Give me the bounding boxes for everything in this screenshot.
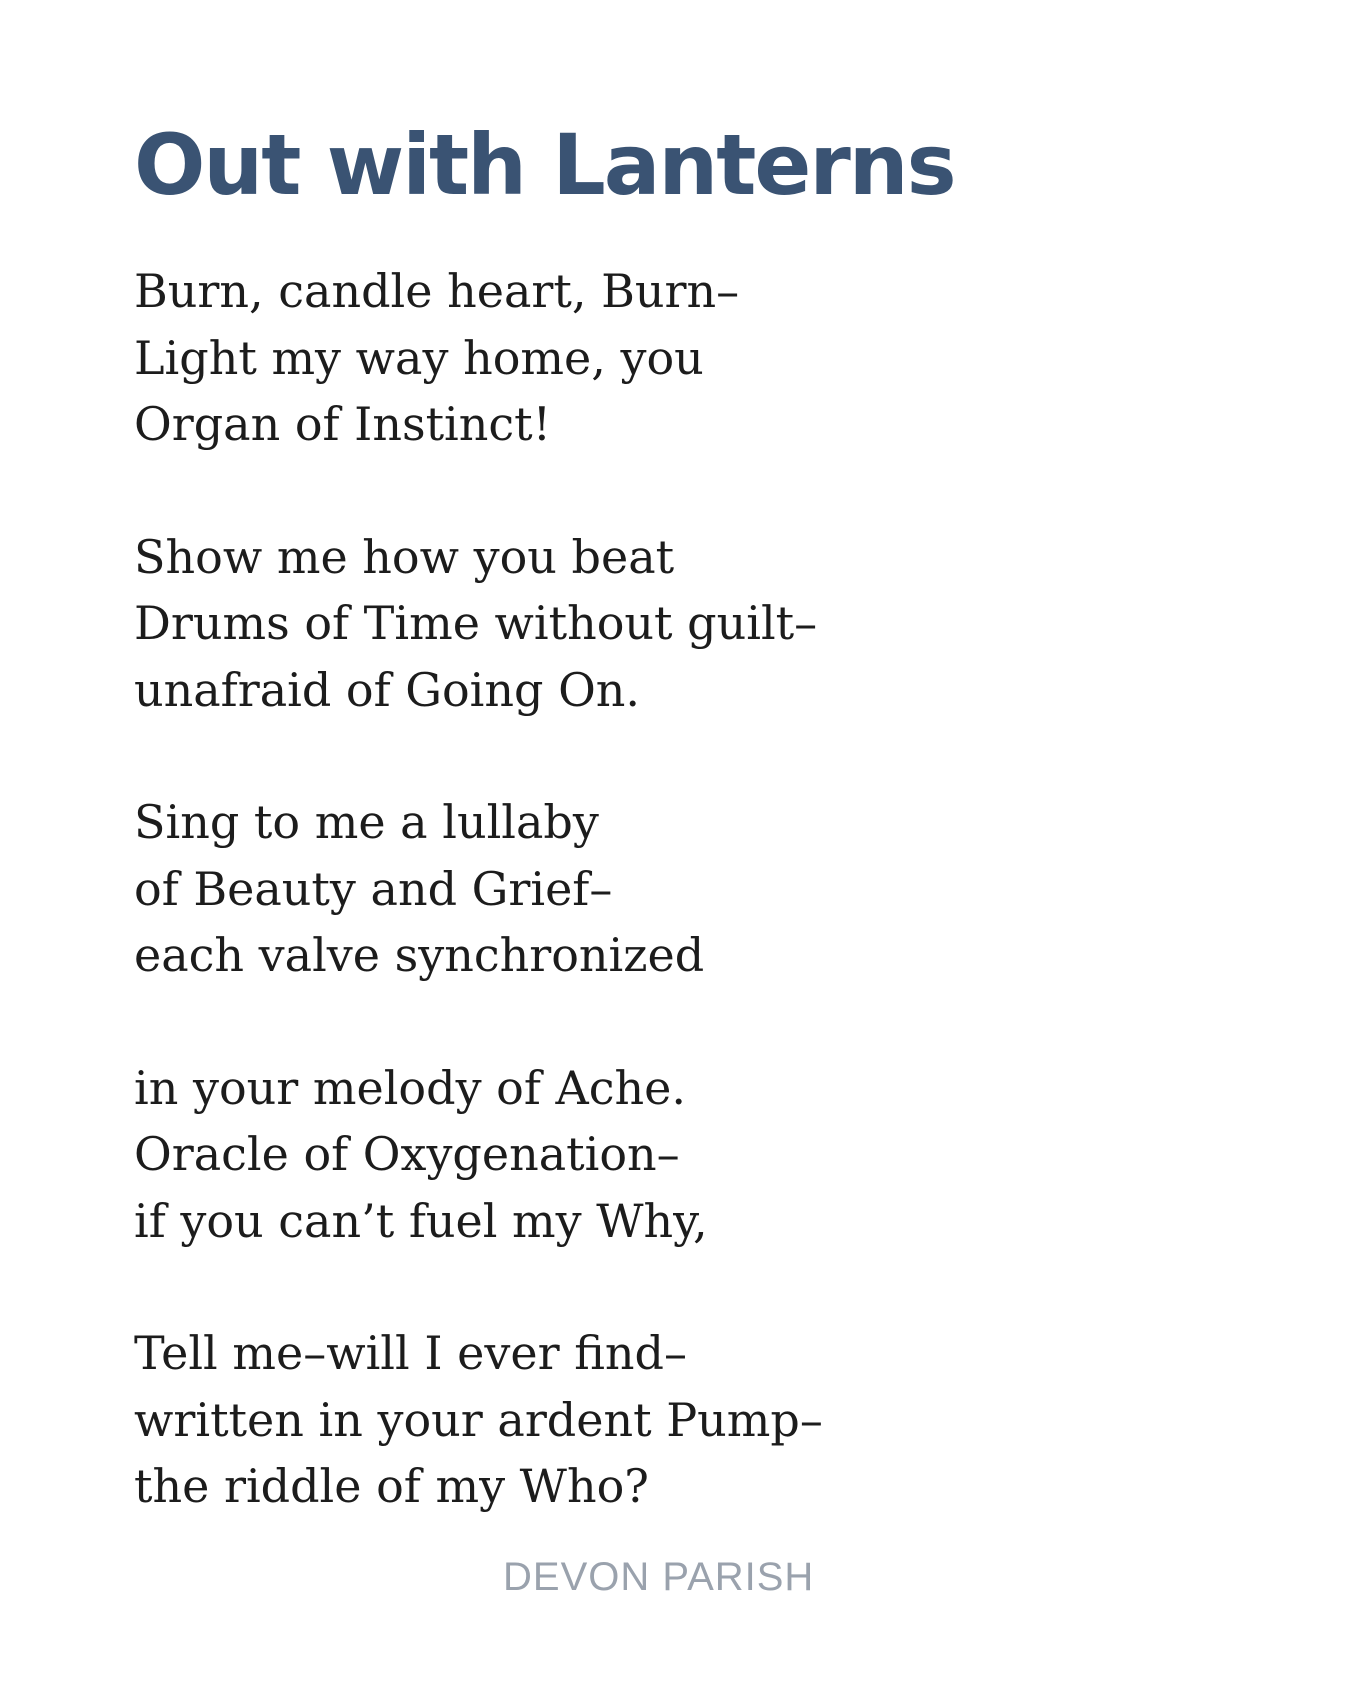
stanza-3 <box>134 789 1234 989</box>
poem-line: of Beauty and Grief– <box>134 861 613 916</box>
stanza-2 <box>134 524 1234 724</box>
poem-line: Sing to me a lullaby <box>134 795 599 849</box>
stanza-1 <box>134 258 1234 458</box>
poem-line: written in your ardent Pump– <box>134 1392 823 1447</box>
stanza-5 <box>134 1320 1234 1520</box>
stanza-4 <box>134 1055 1234 1255</box>
poem-line: Light my way home, you <box>134 330 704 385</box>
poem-body <box>134 258 1234 1586</box>
poem-line: Drums of Time without guilt– <box>134 596 818 650</box>
poem-line: Organ of Instinct! <box>134 397 552 451</box>
poem-line: Burn, candle heart, Burn– <box>134 264 740 318</box>
poem-line: Show me how you beat <box>134 529 675 584</box>
poem-title: Out with Lanterns <box>134 116 955 214</box>
poem-line: Tell me–will I ever find– <box>134 1326 687 1380</box>
poem-line: Oracle of Oxygenation– <box>134 1127 680 1181</box>
poem-line: each valve synchronized <box>134 928 705 982</box>
author-name: DEVON PARISH <box>503 1555 815 1599</box>
poem-line: the riddle of my Who? <box>134 1459 649 1513</box>
poem-line: in your melody of Ache. <box>134 1060 686 1115</box>
poem-line: if you can’t fuel my Why, <box>134 1193 708 1248</box>
poem-line: unafraid of Going On. <box>134 662 641 717</box>
